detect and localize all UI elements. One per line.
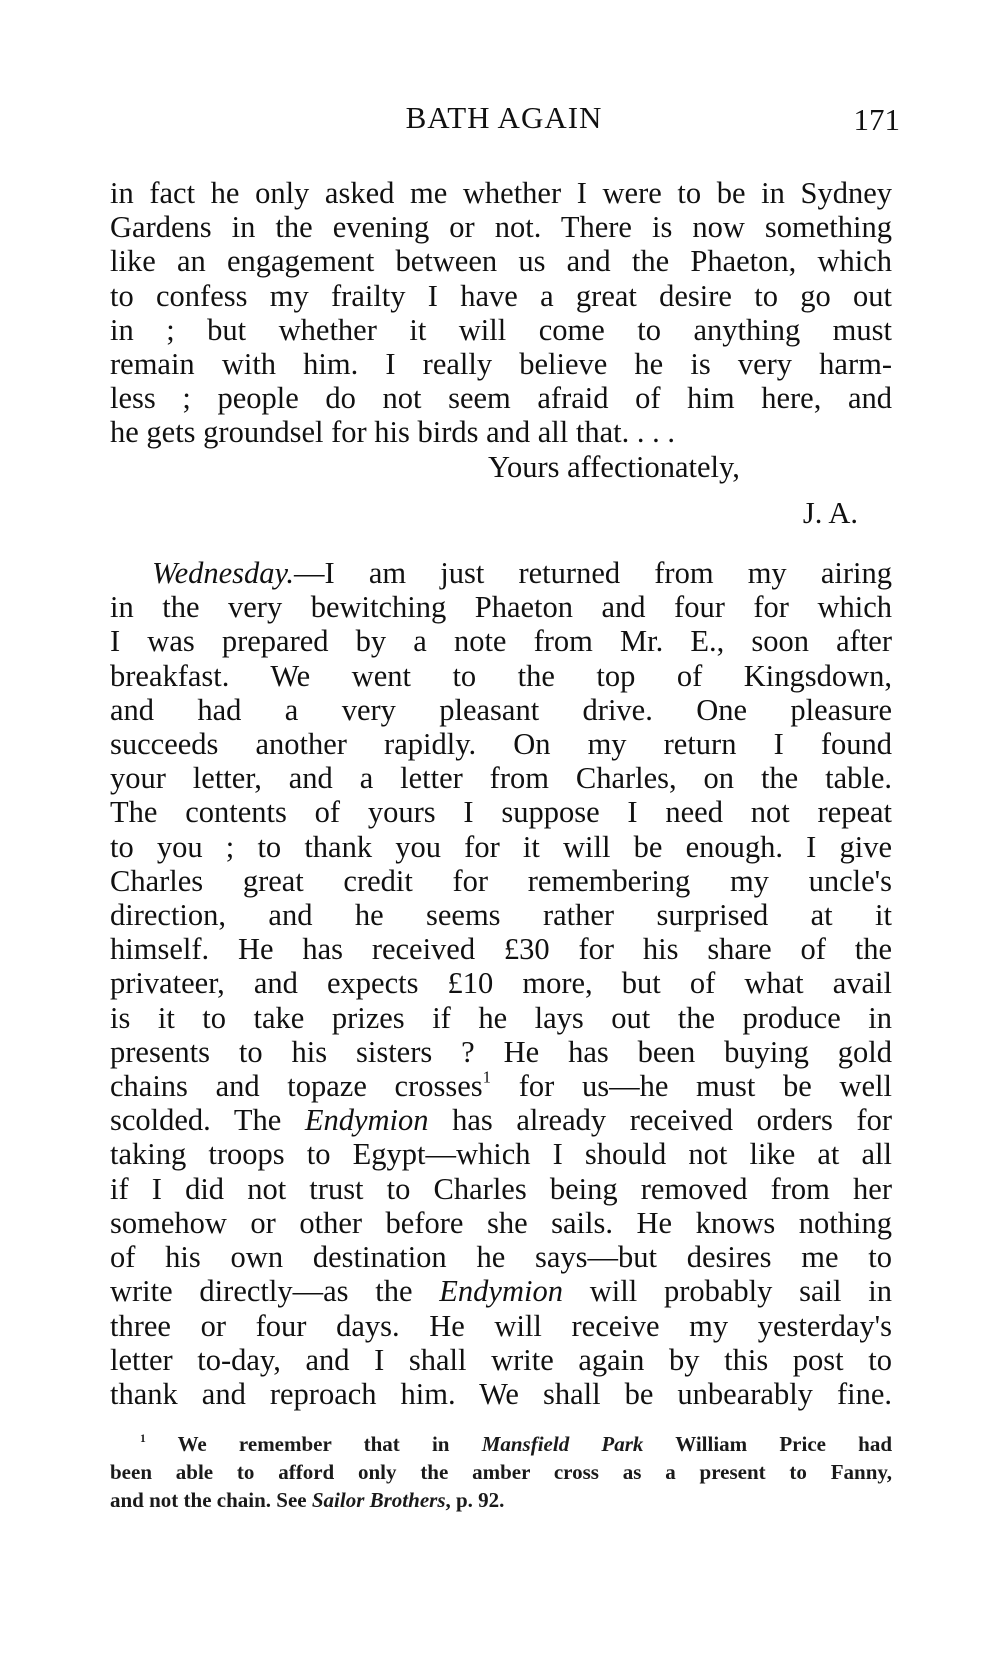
text-line xyxy=(110,556,892,590)
text-line: himself. He has received £30 for his share of the xyxy=(110,932,892,967)
text-fragment: William Price had xyxy=(643,1432,892,1456)
text-line: your letter, and a letter from Charles, on the table. xyxy=(110,761,892,796)
page-number: 171 xyxy=(853,102,900,137)
text-line xyxy=(110,1103,892,1137)
footnote-line xyxy=(110,1430,892,1458)
text-line xyxy=(110,1274,892,1308)
text-line: less ; people do not seem afraid of him here, and xyxy=(110,381,892,416)
day-heading: Wednesday. xyxy=(152,556,295,591)
text-line: of his own destination he says—but desires me to xyxy=(110,1240,892,1275)
text-fragment: chains and topaze crosses xyxy=(110,1069,483,1104)
text-fragment: scolded. The xyxy=(110,1103,305,1138)
text-fragment: We remember that in xyxy=(145,1432,482,1456)
ship-name: Endymion xyxy=(439,1274,563,1309)
ship-name: Endymion xyxy=(304,1103,429,1138)
text-line: remain with him. I really believe he is very harm- xyxy=(110,347,892,382)
text-fragment: —I am just returned from my airing xyxy=(294,556,892,591)
text-line: in the very bewitching Phaeton and four for which xyxy=(110,590,892,625)
text-line: is it to take prizes if he lays out the produce in xyxy=(110,1000,892,1035)
footnote-mark: 1 xyxy=(140,1432,146,1445)
letter-closing: Yours affectionately, xyxy=(488,449,740,484)
paragraph-gap xyxy=(110,530,892,556)
text-line: The contents of yours I suppose I need not repeat xyxy=(110,795,892,830)
book-title: Sailor Brothers xyxy=(311,1488,446,1512)
letter-signature: J. A. xyxy=(802,495,858,530)
text-fragment: , p. 92. xyxy=(445,1488,505,1512)
book-title: Mansfield Park xyxy=(481,1432,644,1456)
text-line: and had a very pleasant drive. One pleasure xyxy=(110,692,892,727)
text-line: somehow or other before she sails. He knows nothing xyxy=(110,1205,892,1240)
text-line xyxy=(110,1069,892,1103)
body-text xyxy=(110,176,892,1411)
text-line: direction, and he seems rather surprised at it xyxy=(110,898,892,933)
text-line: taking troops to Egypt—which I should not like at all xyxy=(110,1137,892,1172)
text-line: like an engagement between us and the Phaeton, which xyxy=(110,244,892,279)
text-line: thank and reproach him. We shall be unbearably fine. xyxy=(110,1376,892,1411)
text-line: Charles great credit for remembering my uncle's xyxy=(110,863,892,898)
text-line: Gardens in the evening or not. There is now something xyxy=(110,210,892,245)
text-line: three or four days. He will receive my yesterday's xyxy=(110,1308,892,1343)
footnote-reference[interactable]: 1 xyxy=(482,1067,492,1087)
footnote xyxy=(110,1430,892,1514)
text-line: in ; but whether it will come to anything must xyxy=(110,312,892,347)
text-line: to confess my frailty I have a great desire to go out xyxy=(110,278,892,313)
text-line: to you ; to thank you for it will be enough. I give xyxy=(110,829,892,864)
running-head xyxy=(108,100,900,140)
text-fragment: and not the chain. See xyxy=(110,1488,312,1512)
text-fragment: has already received orders for xyxy=(428,1103,892,1138)
text-line: I was prepared by a note from Mr. E., soon after xyxy=(110,624,892,659)
footnote-line xyxy=(110,1486,892,1514)
text-line: breakfast. We went to the top of Kingsdown, xyxy=(110,658,892,693)
text-line: letter to-day, and I shall write again by this post to xyxy=(110,1342,892,1377)
text-line: succeeds another rapidly. On my return I found xyxy=(110,727,892,762)
text-line: presents to his sisters ? He has been buying gold xyxy=(110,1034,892,1069)
text-line: in fact he only asked me whether I were to be in Sydney xyxy=(110,176,892,210)
text-fragment: for us—he must be well xyxy=(491,1069,892,1104)
running-title: BATH AGAIN xyxy=(405,100,603,135)
text-line: privateer, and expects £10 more, but of what avail xyxy=(110,966,892,1001)
text-fragment: write directly—as the xyxy=(110,1274,440,1309)
footnote-line: been able to afford only the amber cross as a present to Fanny, xyxy=(110,1460,892,1484)
text-line: he gets groundsel for his birds and all that. . . . xyxy=(110,415,675,450)
text-fragment: will probably sail in xyxy=(562,1274,892,1309)
text-line: if I did not trust to Charles being removed from her xyxy=(110,1171,892,1206)
